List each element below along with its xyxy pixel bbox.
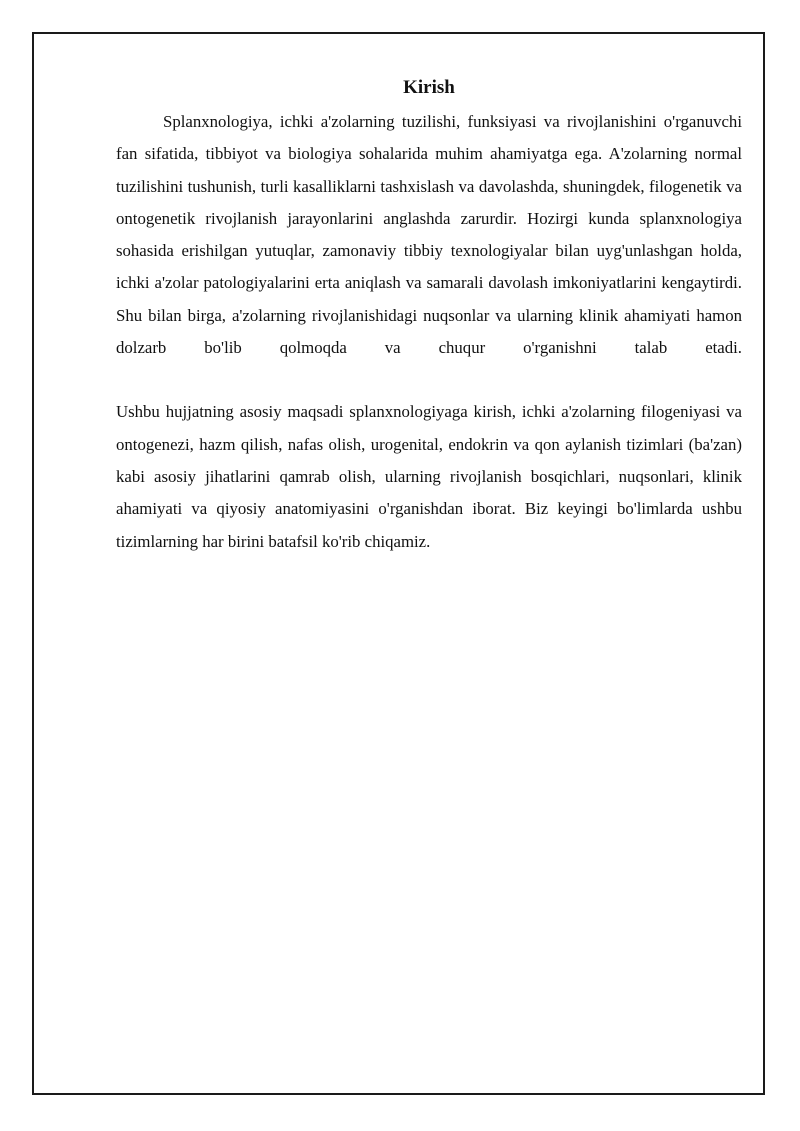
intro-paragraph: Splanxnologiya, ichki a'zolarning tuzilishi, funksiyasi va rivojlanishini o'rganuvchi fan sifatida, tibbiyot va biologiya sohalarida muhim ahamiyatga ega. A'zolarning normal tuzilishini tushunish, turli kasalliklarni tashxislash va davolashda, shuningdek, filogenetik va ontogenetik rivojlanish jarayonlarini anglashda zarurdir. Hozirgi kunda splanxnologiya sohasida erishilgan yutuqlar, zamonaviy tibbiy texnologiyalar bilan uyg'unlashgan holda, ichki a'zolar patologiyalarini erta aniqlash va samarali davolash imkoniyatlarini kengaytirdi. Shu bilan birga, a'zolarning rivojlanishidagi nuqsonlar va ularning klinik ahamiyati hamon dolzarb bo'lib qolmoqda va chuqur o'rganishni talab etadi. [116, 112, 742, 358]
page-title: Kirish [403, 77, 455, 98]
purpose-paragraph: Ushbu hujjatning asosiy maqsadi splanxnologiyaga kirish, ichki a'zolarning filogeniyasi va ontogenezi, hazm qilish, nafas olish, urogenital, endokrin va qon aylanish tizimlari (ba'zan) kabi asosiy jihatlarini qamrab olish, ularning rivojlanish bosqichlari, nuqsonlari, klinik ahamiyati va qiyosiy anatomiyasini o'rganishdan iborat. Biz keyingi bo'limlarda ushbu tizimlarning har birini batafsil ko'rib chiqamiz. [116, 402, 742, 551]
document-body [116, 74, 742, 558]
